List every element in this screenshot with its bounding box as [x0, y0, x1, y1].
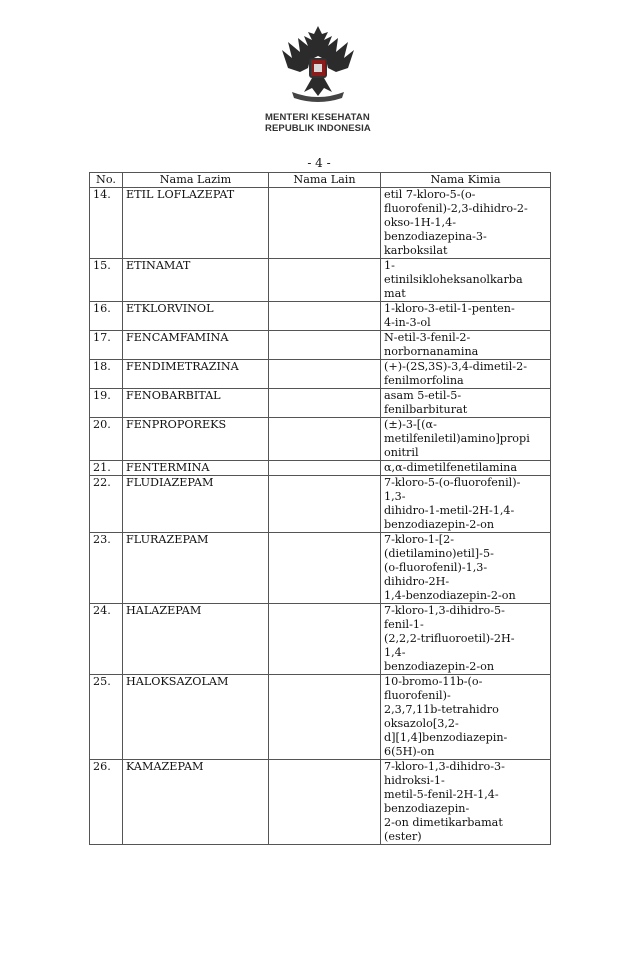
table-row — [90, 331, 551, 360]
nama-kimia-line: 6(5H)-on — [384, 745, 435, 758]
nama-lain-cell — [269, 418, 381, 461]
nama-kimia-line: norbornanamina — [384, 345, 479, 358]
nama-kimia-cell — [381, 461, 551, 476]
nama-kimia-line: fluorofenil)- — [384, 689, 451, 702]
nama-kimia-line: karboksilat — [384, 244, 448, 257]
nama-lazim-cell: FLURAZEPAM — [123, 533, 269, 604]
nama-lazim-cell: FENTERMINA — [123, 461, 269, 476]
nama-lain-cell — [269, 302, 381, 331]
nama-kimia-cell — [381, 188, 551, 259]
row-number: 22. — [90, 476, 123, 533]
nama-lazim-cell: FLUDIAZEPAM — [123, 476, 269, 533]
nama-kimia-line: fenilmorfolina — [384, 374, 464, 387]
nama-kimia-line: benzodiazepin-2-on — [384, 660, 495, 673]
nama-lain-cell — [269, 760, 381, 845]
nama-kimia-line: 7-kloro-5-(o-fluorofenil)- — [384, 476, 521, 489]
nama-lain-cell — [269, 476, 381, 533]
row-number: 23. — [90, 533, 123, 604]
nama-kimia-cell — [381, 418, 551, 461]
nama-lain-cell — [269, 259, 381, 302]
nama-kimia-line: mat — [384, 287, 406, 300]
nama-kimia-cell — [381, 331, 551, 360]
nama-lazim-cell: KAMAZEPAM — [123, 760, 269, 845]
nama-kimia-line: onitril — [384, 446, 419, 459]
table-body — [90, 188, 551, 845]
ministry-line-2: REPUBLIK INDONESIA — [265, 123, 371, 134]
nama-kimia-line: etinilsikloheksanolkarba — [384, 273, 523, 286]
row-number: 26. — [90, 760, 123, 845]
nama-kimia-line: 10-bromo-11b-(o- — [384, 675, 483, 688]
nama-kimia-line: (2,2,2-trifluoroetil)-2H- — [384, 632, 515, 645]
nama-lain-cell — [269, 604, 381, 675]
row-number: 16. — [90, 302, 123, 331]
nama-kimia-line: 7-kloro-1-[2- — [384, 533, 455, 546]
nama-kimia-line: (dietilamino)etil]-5- — [384, 547, 494, 560]
nama-kimia-line: etil 7-kloro-5-(o- — [384, 188, 476, 201]
nama-lazim-cell: FENCAMFAMINA — [123, 331, 269, 360]
ministry-line-1: MENTERI KESEHATAN — [265, 112, 370, 123]
nama-kimia-line: (±)-3-[(α- — [384, 418, 437, 431]
nama-kimia-line: benzodiazepin- — [384, 802, 470, 815]
nama-kimia-line: 1- — [384, 259, 395, 272]
nama-lazim-cell: ETKLORVINOL — [123, 302, 269, 331]
table-row — [90, 604, 551, 675]
row-number: 15. — [90, 259, 123, 302]
table-row — [90, 476, 551, 533]
ministry-heading — [265, 112, 385, 134]
nama-kimia-line: benzodiazepin-2-on — [384, 518, 495, 531]
table-row — [90, 675, 551, 760]
table-row — [90, 461, 551, 476]
nama-kimia-cell — [381, 533, 551, 604]
nama-lain-cell — [269, 533, 381, 604]
nama-kimia-line: (o-fluorofenil)-1,3- — [384, 561, 488, 574]
nama-kimia-cell — [381, 604, 551, 675]
column-header-nama-lazim: Nama Lazim — [123, 173, 269, 188]
nama-kimia-line: 2,3,7,11b-tetrahidro — [384, 703, 499, 716]
nama-kimia-cell — [381, 760, 551, 845]
nama-kimia-line: metilfeniletil)amino]propi — [384, 432, 530, 445]
nama-kimia-line: (ester) — [384, 830, 422, 843]
nama-kimia-cell — [381, 476, 551, 533]
nama-kimia-line: (+)-(2S,3S)-3,4-dimetil-2- — [384, 360, 527, 373]
nama-kimia-line: 1-kloro-3-etil-1-penten- — [384, 302, 515, 315]
nama-kimia-line: fluorofenil)-2,3-dihidro-2- — [384, 202, 528, 215]
row-number: 20. — [90, 418, 123, 461]
nama-kimia-line: fenilbarbiturat — [384, 403, 468, 416]
nama-kimia-line: α,α-dimetilfenetilamina — [384, 461, 518, 474]
table-row — [90, 259, 551, 302]
row-number: 18. — [90, 360, 123, 389]
nama-lain-cell — [269, 331, 381, 360]
row-number: 24. — [90, 604, 123, 675]
nama-lain-cell — [269, 360, 381, 389]
nama-kimia-line: dihidro-1-metil-2H-1,4- — [384, 504, 515, 517]
nama-kimia-cell — [381, 389, 551, 418]
table-row — [90, 418, 551, 461]
row-number: 21. — [90, 461, 123, 476]
row-number: 17. — [90, 331, 123, 360]
nama-kimia-cell — [381, 360, 551, 389]
nama-lazim-cell: FENDIMETRAZINA — [123, 360, 269, 389]
row-number: 14. — [90, 188, 123, 259]
nama-kimia-line: N-etil-3-fenil-2- — [384, 331, 471, 344]
nama-kimia-line: asam 5-etil-5- — [384, 389, 462, 402]
table-row — [90, 389, 551, 418]
nama-kimia-line: 4-in-3-ol — [384, 316, 431, 329]
table-row — [90, 760, 551, 845]
nama-lain-cell — [269, 675, 381, 760]
nama-kimia-line: 1,3- — [384, 490, 406, 503]
column-header-nama-lain: Nama Lain — [269, 173, 381, 188]
nama-lazim-cell: HALAZEPAM — [123, 604, 269, 675]
nama-lain-cell — [269, 188, 381, 259]
nama-lazim-cell: HALOKSAZOLAM — [123, 675, 269, 760]
nama-kimia-line: fenil-1- — [384, 618, 424, 631]
table-row — [90, 302, 551, 331]
nama-kimia-line: dihidro-2H- — [384, 575, 450, 588]
table-row — [90, 188, 551, 259]
nama-lazim-cell: ETINAMAT — [123, 259, 269, 302]
nama-kimia-line: 1,4-benzodiazepin-2-on — [384, 589, 516, 602]
nama-lain-cell — [269, 461, 381, 476]
nama-kimia-line: metil-5-fenil-2H-1,4- — [384, 788, 499, 801]
table-row — [90, 533, 551, 604]
nama-kimia-line: benzodiazepina-3- — [384, 230, 487, 243]
nama-kimia-cell — [381, 259, 551, 302]
garuda-emblem-icon — [278, 22, 358, 108]
nama-lazim-cell: FENPROPOREKS — [123, 418, 269, 461]
drug-table — [89, 172, 551, 845]
nama-kimia-line: 2-on dimetikarbamat — [384, 816, 503, 829]
page-number: - 4 - — [307, 156, 331, 170]
column-header-no: No. — [90, 173, 123, 188]
nama-kimia-line: 7-kloro-1,3-dihidro-3- — [384, 760, 505, 773]
nama-kimia-line: hidroksi-1- — [384, 774, 445, 787]
column-header-nama-kimia: Nama Kimia — [381, 173, 551, 188]
nama-kimia-line: 7-kloro-1,3-dihidro-5- — [384, 604, 505, 617]
nama-kimia-cell — [381, 302, 551, 331]
nama-kimia-line: 1,4- — [384, 646, 406, 659]
nama-lain-cell — [269, 389, 381, 418]
table-row — [90, 360, 551, 389]
nama-lazim-cell: ETIL LOFLAZEPAT — [123, 188, 269, 259]
table-header-row — [90, 173, 551, 188]
row-number: 25. — [90, 675, 123, 760]
nama-kimia-line: d][1,4]benzodiazepin- — [384, 731, 508, 744]
row-number: 19. — [90, 389, 123, 418]
nama-kimia-line: okso-1H-1,4- — [384, 216, 456, 229]
nama-kimia-line: oksazolo[3,2- — [384, 717, 459, 730]
nama-lazim-cell: FENOBARBITAL — [123, 389, 269, 418]
nama-kimia-cell — [381, 675, 551, 760]
